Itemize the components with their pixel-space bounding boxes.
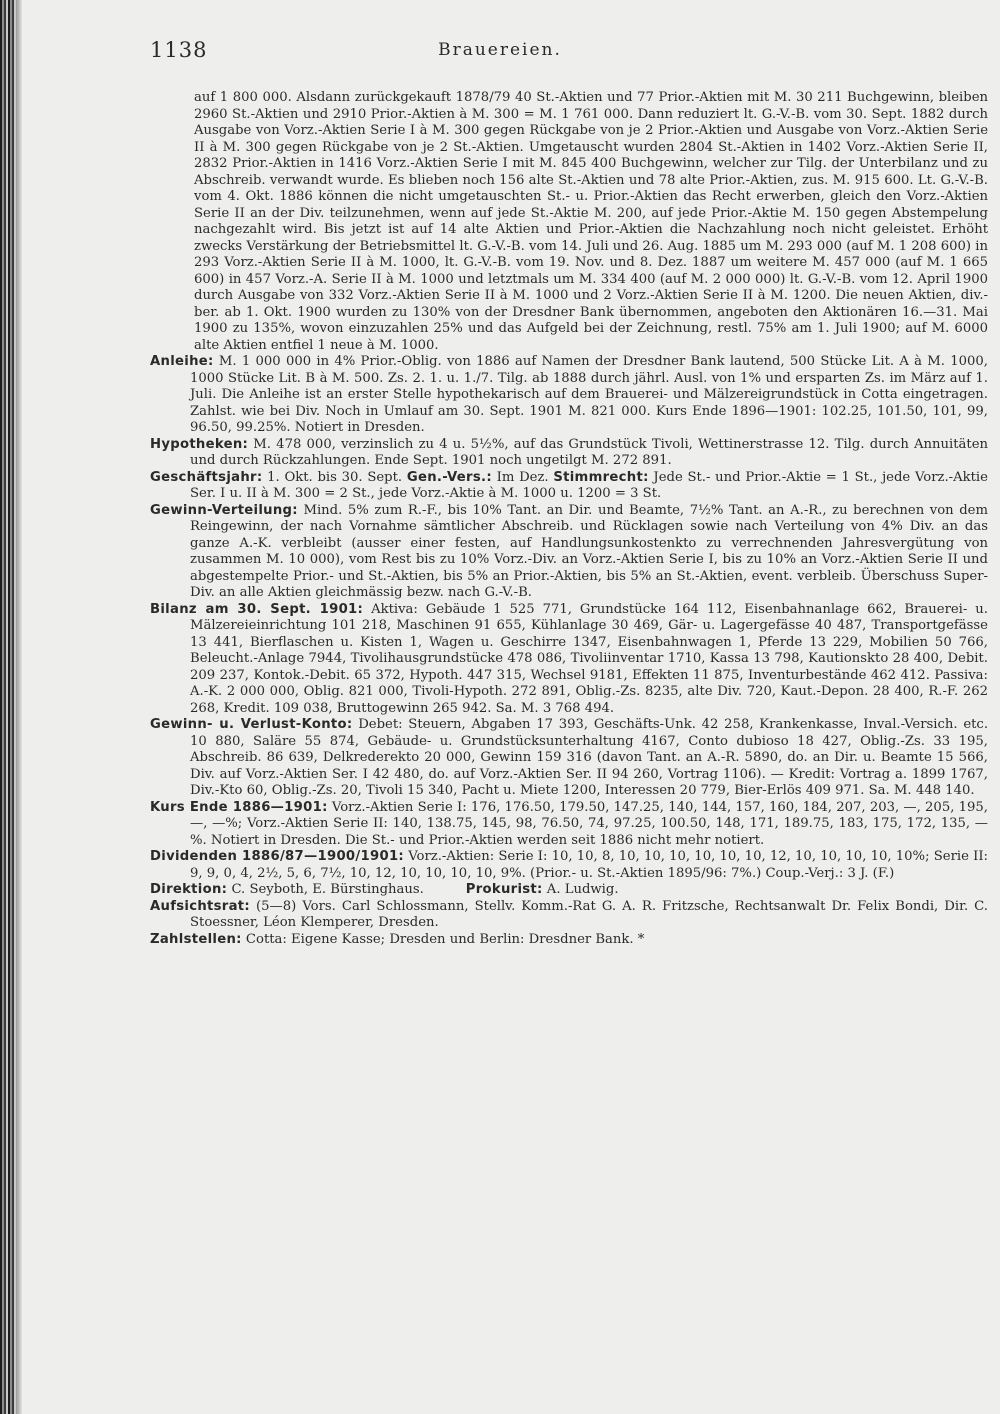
entry-label-stimmrecht: Stimmrecht: <box>553 469 649 485</box>
entry-aufsichtsrat <box>146 899 988 932</box>
entry-label: Anleihe: <box>150 354 214 369</box>
entry-dividenden <box>146 849 988 882</box>
page-number: 1138 <box>150 38 208 62</box>
entry-label: Gewinn-Verteilung: <box>150 502 298 518</box>
entry-bilanz <box>146 602 988 718</box>
entry-label: Hypotheken: <box>150 436 249 452</box>
entry-hypotheken <box>146 437 988 470</box>
entry-geschaeftsjahr <box>146 470 988 503</box>
entry-label-prokurist: Prokurist: <box>465 882 543 897</box>
entry-text: M. 478 000, verzinslich zu 4 u. 5½%, auf das Grundstück Tivoli, Wettinerstrasse 12. Tilg. durch Annuitäten und durch Rückzahlungen. Ende Sept. 1901 noch ungetilgt M. 272 891. <box>190 436 989 468</box>
entry-text: M. 1 000 000 in 4% Prior.-Oblig. von 1886 auf Namen der Dresdner Bank lautend, 500 Stücke Lit. A à M. 1000, 1000 Stücke Lit. B à M. 500. Zs. 2. 1. u. 1./7. Tilg. ab 1888 durch jährl. Ausl. von 1% und ersparten Zs. im März auf 1. Juli. Die Anleihe ist an erster Stelle hypothekarisch auf dem Brauerei- und Mälzereigrundstück in Cotta eingetragen. Zahlst. wie bei Div. Noch in Umlauf am 30. Sept. 1901 M. 821 000. Kurs Ende 1896—1901: 102.25, 101.50, 101, 99, 96.50, 99.25%. Notiert in Dresden. <box>190 354 988 435</box>
entry-text-gen-vers: Im Dez. <box>496 469 549 485</box>
entry-kurs <box>146 800 988 850</box>
entry-anleihe <box>146 354 988 437</box>
entry-text: Debet: Steuern, Abgaben 17 393, Geschäfts-Unk. 42 258, Krankenkasse, Inval.-Versich. etc. 10 880, Saläre 55 874, Gebäude- u. Grundstücksunterhaltung 4167, Conto dubioso 18 427, Oblig.-Zs. 33 195, Abschreib. 86 639, Delkrederekto 20 000, Gewinn 159 316 (davon Tant. an A.-R. 5890, do. an Dir. u. Beamte 15 566, Div. auf Vorz.-Aktien Ser. I 42 480, do. auf Vorz.-Aktien Ser. II 94 260, Vortrag 1106). — Kredit: Vortrag a. 1899 1767, Div.-Kto 60, Oblig.-Zs. 20, Tivoli 15 340, Pacht u. Miete 1200, Interessen 20 779, Bier-Erlös 409 971. Sa. M. 448 140. <box>190 717 989 798</box>
entry-text: Aktiva: Gebäude 1 525 771, Grundstücke 164 112, Eisenbahnanlage 662, Brauerei- u. Mälzereieinrichtung 101 218, Maschinen 91 655, Kühlanlage 30 469, Gär- u. Lagergefässe 40 487, Transportgefässe 13 441, Bierflaschen u. Kisten 1, Wagen u. Geschirre 1347, Eisenbahnwagen 1, Pferde 13 229, Mobilien 50 766, Beleucht.-Anlage 7944, Tivolihausgrundstücke 478 086, Tivoliinventar 1710, Kassa 13 798, Kautionskto 28 400, Debit. 209 237, Kontok.-Debit. 65 372, Hypoth. 447 315, Wechsel 9181, Effekten 11 875, Inventurbestände 462 412. Passiva: A.-K. 2 000 000, Oblig. 821 000, Tivoli-Hypoth. 272 891, Oblig.-Zs. 8235, alte Div. 720, Kaut.-Depon. 28 400, R.-F. 262 268, Kredit. 109 038, Bruttogewinn 265 942. Sa. M. 3 768 494. <box>190 601 988 716</box>
entry-text: Vorz.-Aktien: Serie I: 10, 10, 8, 10, 10, 10, 10, 10, 10, 12, 10, 10, 10, 10, 10%; Serie II: 9, 9, 0, 4, 2½, 5, 6, 7½, 10, 12, 10, 10, 10, 10, 9%. (Prior.- u. St.-Aktien 1895/96: 7%.) Coup.-Verj.: 3 J. (F.) <box>190 849 988 881</box>
entry-label: Dividenden 1886/87—1900/1901: <box>150 849 404 864</box>
entry-label: Direktion: <box>150 882 228 897</box>
entry-gewinn-verteilung <box>146 503 988 602</box>
entry-text: 1. Okt. bis 30. Sept. <box>267 469 403 485</box>
entry-text: Cotta: Eigene Kasse; Dresden und Berlin: Dresdner Bank. * <box>245 931 645 947</box>
entry-text: C. Seyboth, E. Bürstinghaus. <box>231 882 424 897</box>
entry-label: Kurs Ende 1886—1901: <box>150 799 328 815</box>
intro-paragraph: auf 1 800 000. Alsdann zurückgekauft 1878/79 40 St.-Aktien und 77 Prior.-Aktien mit M. 30 211 Buchgewinn, bleiben 2960 St.-Aktien und 2910 Prior.-Aktien à M. 300 = M. 1 761 000. Dann reduziert lt. G.-V.-B. vom 30. Sept. 1882 durch Ausgabe von Vorz.-Aktien Serie I à M. 300 gegen Rückgabe von je 2 Prior.-Aktien und Ausgabe von Vorz.-Aktien Serie II à M. 300 gegen Rückgabe von je 2 St.-Aktien. Umgetauscht wurden 2804 St.-Aktien in 1402 Vorz.-Aktien Serie II, 2832 Prior.-Aktien in 1416 Vorz.-Aktien Serie I mit M. 845 400 Buchgewinn, welcher zur Tilg. der Unterbilanz und zu Abschreib. verwandt wurde. Es blieben noch 156 alte St.-Aktien und 78 alte Prior.-Aktien, zus. M. 915 600. Lt. G.-V.-B. vom 4. Okt. 1886 können die nicht umgetauschten St.- u. Prior.-Aktien das Recht erwerben, gleich den Vorz.-Aktien Serie II an der Div. teilzunehmen, wenn auf jede St.-Aktie M. 200, auf jede Prior.-Aktie M. 150 gegen Abstempelung nachgezahlt wird. Bis jetzt ist auf 14 alte Aktien und Prior.-Aktien die Nachzahlung noch nicht geleistet. Erhöht zwecks Verstärkung der Betriebsmittel lt. G.-V.-B. vom 14. Juli und 26. Aug. 1885 um M. 293 000 (auf M. 1 208 600) in 293 Vorz.-Aktien Serie II à M. 1000, lt. G.-V.-B. vom 19. Nov. und 8. Dez. 1887 um weitere M. 457 000 (auf M. 1 665 600) in 457 Vorz.-A. Serie II à M. 1000 und letztmals um M. 334 400 (auf M. 2 000 000) lt. G.-V.-B. vom 12. April 1900 durch Ausgabe von 332 Vorz.-Aktien Serie II à M. 1000 und 2 Vorz.-Aktien Serie II à M. 1200. Die neuen Aktien, div.-ber. ab 1. Okt. 1900 wurden zu 130% von der Dresdner Bank übernommen, angeboten den Aktionären 16.—31. Mai 1900 zu 135%, wovon einzuzahlen 25% und das Aufgeld bei der Zeichnung, restl. 75% am 1. Juli 1900; auf M. 6000 alte Aktien entfiel 1 neue à M. 1000. <box>194 90 988 353</box>
entry-text: Mind. 5% zum R.-F., bis 10% Tant. an Dir. und Beamte, 7½% Tant. an A.-R., zu berechnen von dem Reingewinn, der nach Vornahme sämtlicher Abschreib. und Rücklagen sowie nach Verteilung von 4% Div. an das ganze A.-K. verbleibt (ausser einer festen, auf Handlungsunkostenkto zu verrechnenden Jahresvergütung von zusammen M. 10 000), vom Rest bis zu 10% Vorz.-Div. an Vorz.-Aktien Serie I, bis zu 10% an Vorz.-Aktien Serie II und abgestempelte Prior.- und St.-Aktien, bis 5% an Prior.-Aktien, bis 5% an St.-Aktien, event. verbleib. Überschuss Super-Div. an alle Aktien gleichmässig bezw. nach G.-V.-B. <box>190 502 988 600</box>
scan-binding-shadow <box>16 0 22 1414</box>
scan-binding-edge <box>0 0 16 1414</box>
entry-zahlstellen <box>146 932 988 949</box>
entry-text-prokurist: A. Ludwig. <box>546 882 619 897</box>
entry-label: Zahlstellen: <box>150 931 242 947</box>
entry-text: Vorz.-Aktien Serie I: 176, 176.50, 179.50, 147.25, 140, 144, 157, 160, 184, 207, 203, —, 205, 195, —, —%; Vorz.-Aktien Serie II: 140, 138.75, 145, 98, 76.50, 74, 97.25, 100.50, 148, 171, 189.75, 183, 175, 172, 135, —%. Notiert in Dresden. Die St.- und Prior.-Aktien werden seit 1886 nicht mehr notiert. <box>190 799 988 848</box>
running-head: Brauereien. <box>438 40 562 60</box>
entry-label-gen-vers: Gen.-Vers.: <box>406 469 492 485</box>
entry-text: (5—8) Vors. Carl Schlossmann, Stellv. Komm.-Rat G. A. R. Fritzsche, Rechtsanwalt Dr. Felix Bondi, Dir. C. Stoessner, Léon Klemperer, Dresden. <box>190 898 988 930</box>
entry-label: Bilanz am 30. Sept. 1901: <box>150 601 364 617</box>
page-body <box>146 90 988 948</box>
entry-gewinn-verlust-konto <box>146 717 988 800</box>
entry-label: Aufsichtsrat: <box>150 898 250 914</box>
entry-label: Geschäftsjahr: <box>150 469 263 485</box>
entry-direktion <box>146 882 988 899</box>
entry-label: Gewinn- u. Verlust-Konto: <box>150 717 353 732</box>
entry-text-stimmrecht: Jede St.- und Prior.-Aktie = 1 St., jede Vorz.-Aktie Ser. I u. II à M. 300 = 2 St., jede Vorz.-Aktie à M. 1000 u. 1200 = 3 St. <box>190 469 988 501</box>
